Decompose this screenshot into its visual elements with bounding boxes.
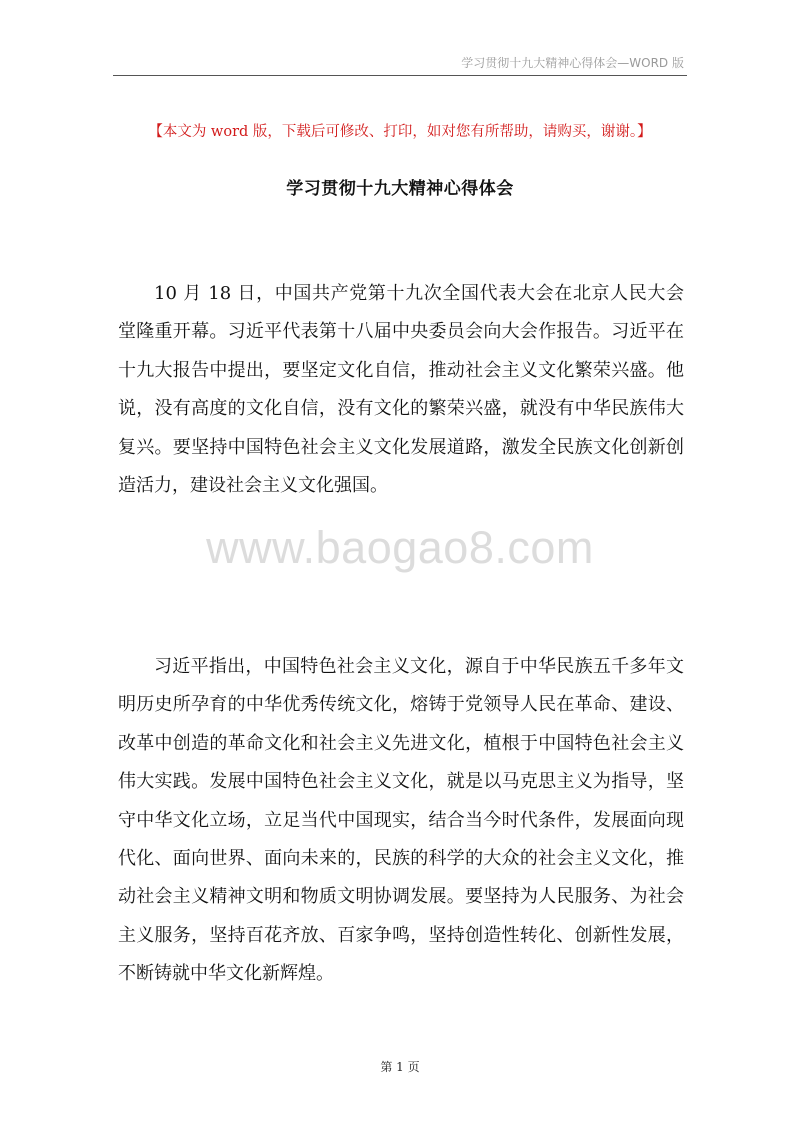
document-title: 学习贯彻十九大精神心得体会	[286, 179, 514, 199]
download-notice: 【本文为 word 版，下载后可修改、打印，如对您有所帮助，请购买，谢谢。】	[148, 124, 652, 140]
body-paragraph: 10 月 18 日，中国共产党第十九次全国代表大会在北京人民大会堂隆重开幕。习近平代表第十八届中央委员会向大会作报告。习近平在十九大报告中提出，要坚定文化自信，推动社会主义文化繁荣兴盛。他说，没有高度的文化自信，没有文化的繁荣兴盛，就没有中华民族伟大复兴。要坚持中国特色社会主义文化发展道路，激发全民族文化创新创造活力，建设社会主义文化强国。	[118, 283, 684, 497]
body-paragraph: 习近平指出，中国特色社会主义文化，源自于中华民族五千多年文明历史所孕育的中华优秀传统文化，熔铸于党领导人民在革命、建设、改革中创造的革命文化和社会主义先进文化，植根于中国特色社会主义伟大实践。发展中国特色社会主义文化，就是以马克思主义为指导，坚守中华文化立场，立足当代中国现实，结合当今时代条件，发展面向现代化、面向世界、面向未来的，民族的科学的大众的社会主义文化，推动社会主义精神文明和物质文明协调发展。要坚持为人民服务、为社会主义服务，坚持百花齐放、百家争鸣，坚持创造性转化、创新性发展，不断铸就中华文化新辉煌。	[118, 656, 684, 985]
header-divider	[113, 75, 687, 76]
page-number: 第 1 页	[380, 1060, 420, 1074]
running-header: 学习贯彻十九大精神心得体会—WORD 版	[461, 56, 684, 70]
watermark-text: www.baogao8.com	[206, 522, 594, 573]
